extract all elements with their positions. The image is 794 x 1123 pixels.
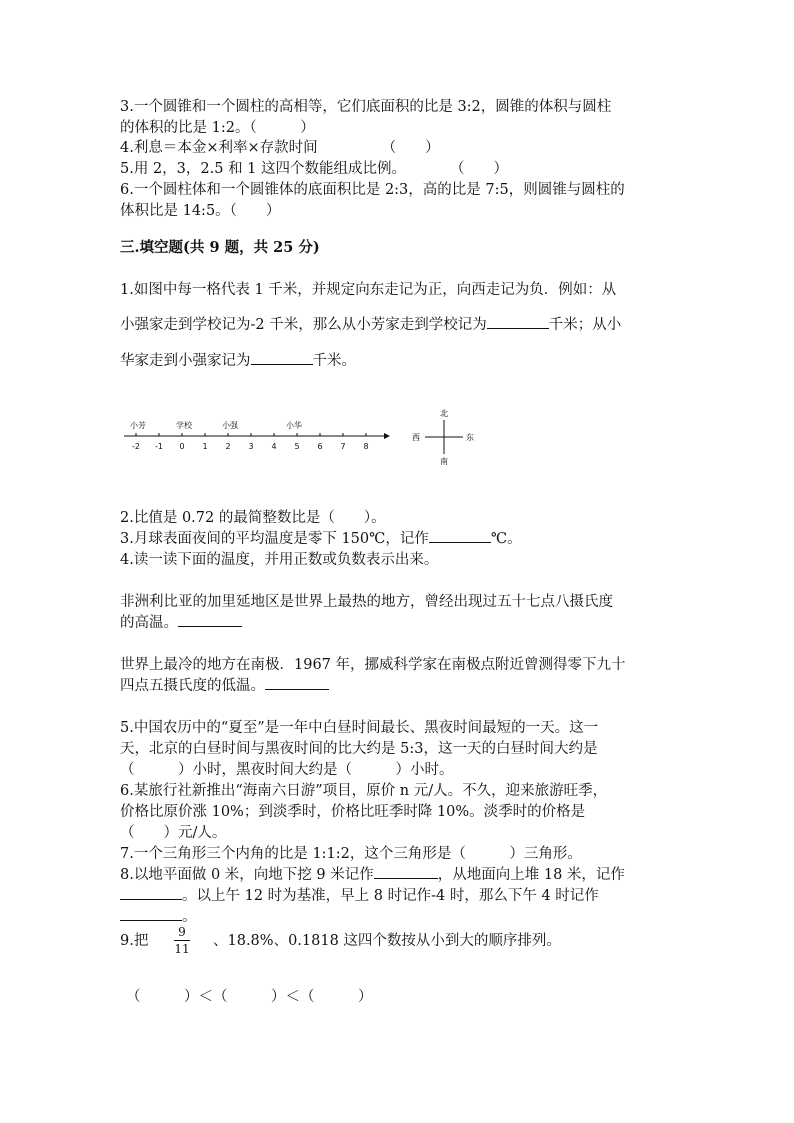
q3-5-line2: 天，北京的白昼时间与黑夜时间的比大约是 5:3，这一天的白昼时间大约是 xyxy=(120,741,598,757)
q3-9-answer[interactable]: （ ）＜（ ）＜（ ） xyxy=(126,989,373,1005)
tick-label: 7 xyxy=(340,442,346,451)
tick-label: 8 xyxy=(363,442,369,451)
q3-7: 7.一个三角形三个内角的比是 1:1:2，这个三角形是（ ）三角形。 xyxy=(120,846,582,862)
label-xiaofang: 小芳 xyxy=(130,421,146,430)
fraction-bar xyxy=(174,940,190,941)
q3-8-blank-3[interactable] xyxy=(120,920,182,921)
q2-6-line1: 6.一个圆柱体和一个圆锥体的底面积比是 2:3，高的比是 7:5，则圆锥与圆柱的 xyxy=(120,182,625,198)
q3-4: 4.读一读下面的温度，并用正数或负数表示出来。 xyxy=(120,552,439,568)
q3-5-line1: 5.中国农历中的“夏至”是一年中白昼时间最长、黑夜时间最短的一天。这一 xyxy=(120,720,599,736)
q3-1-blank-1[interactable] xyxy=(487,328,549,329)
q3-9-fraction xyxy=(174,925,190,956)
q3-4-p2-text: 四点五摄氏度的低温。 xyxy=(120,678,265,694)
number-line-figure xyxy=(118,402,498,472)
q3-6-line1: 6.某旅行社新推出“海南六日游”项目，原价 n 元/人。不久，迎来旅游旺季， xyxy=(120,783,608,799)
label-xiaohua: 小华 xyxy=(286,421,302,430)
label-xiaoqiang: 小强 xyxy=(222,421,238,430)
tick-label: 0 xyxy=(179,442,185,451)
q2-5-paren[interactable]: （ ） xyxy=(450,161,509,177)
tick-label: 1 xyxy=(202,442,208,451)
compass-west: 西 xyxy=(412,433,420,442)
q3-8-line2 xyxy=(120,886,599,906)
q3-3-text-a: 3.月球表面夜间的平均温度是零下 150℃，记作 xyxy=(120,531,429,547)
compass-south: 南 xyxy=(440,457,448,466)
q3-4-p1-text: 的高温。 xyxy=(120,615,178,631)
q3-8-blank-2[interactable] xyxy=(120,899,182,900)
q3-3-blank[interactable] xyxy=(429,542,491,543)
tick-label: 2 xyxy=(225,442,231,451)
q3-1-text-a: 小强家走到学校记为-2 千米，那么从小芳家走到学校记为 xyxy=(120,317,487,333)
q2-4 xyxy=(120,138,440,158)
q3-3 xyxy=(120,529,522,549)
q3-1-text-b: 千米；从小 xyxy=(548,317,622,333)
label-school: 学校 xyxy=(176,421,192,430)
tick-label: 3 xyxy=(248,442,254,451)
q3-5-line3: （ ）小时，黑夜时间大约是（ ）小时。 xyxy=(120,762,454,778)
q3-4-p1-line2 xyxy=(120,613,242,633)
q3-3-text-b: ℃。 xyxy=(490,531,522,547)
fraction-numerator: 9 xyxy=(178,925,186,939)
q3-1-text-d: 千米。 xyxy=(312,353,356,369)
q3-8-text-a: 8.以地平面做 0 米，向地下挖 9 米记作 xyxy=(120,867,374,883)
q3-2: 2.比值是 0.72 的最简整数比是（ ）。 xyxy=(120,510,386,526)
q3-9-prefix: 9.把 xyxy=(120,933,149,949)
tick-label: 4 xyxy=(271,442,277,451)
tick-label: 6 xyxy=(317,442,323,451)
q3-4-p2-line1: 世界上最冷的地方在南极．1967 年，挪威科学家在南极点附近曾测得零下九十 xyxy=(120,657,626,673)
q3-1-line3 xyxy=(120,351,356,371)
q3-8-text-b: ，从地面向上堆 18 米，记作 xyxy=(437,867,625,883)
q3-4-blank-2[interactable] xyxy=(265,689,329,690)
q2-4-paren[interactable]: （ ） xyxy=(381,140,440,156)
q3-4-blank-1[interactable] xyxy=(178,626,242,627)
arrow-icon xyxy=(384,433,390,439)
q3-8-line1 xyxy=(120,865,625,885)
fraction-denominator: 11 xyxy=(174,942,190,956)
q3-4-p1-line1: 非洲利比亚的加里延地区是世界上最热的地方，曾经出现过五十七点八摄氏度 xyxy=(120,594,613,610)
tick-label: -1 xyxy=(155,442,163,451)
q2-3-line2: 的体积的比是 1:2。（ ） xyxy=(120,120,315,136)
q3-9-text: 、18.8%、0.1818 这四个数按从小到大的顺序排列。 xyxy=(213,933,561,949)
tick-label: 5 xyxy=(294,442,300,451)
q2-6-line2: 体积比是 14:5。（ ） xyxy=(120,203,281,219)
q3-1-line1: 1.如图中每一格代表 1 千米，并规定向东走记为正，向西走记为负．例如：从 xyxy=(120,282,617,298)
q3-8-text-d: 。 xyxy=(182,909,197,925)
q2-3-line1: 3.一个圆锥和一个圆柱的高相等，它们底面积的比是 3:2，圆锥的体积与圆柱 xyxy=(120,99,612,115)
tick-label: -2 xyxy=(132,442,140,451)
section3-heading: 三.填空题(共 9 题，共 25 分) xyxy=(120,239,320,256)
q2-5-text: 5.用 2，3，2.5 和 1 这四个数能组成比例。 xyxy=(120,161,407,177)
q3-1-text-c: 华家走到小强家记为 xyxy=(120,353,251,369)
q3-1-blank-2[interactable] xyxy=(251,364,313,365)
compass-icon xyxy=(412,408,474,466)
q2-5 xyxy=(120,159,508,179)
q3-8-line3 xyxy=(120,907,197,927)
q3-8-text-c: 。以上午 12 时为基准，早上 8 时记作-4 时，那么下午 4 时记作 xyxy=(182,888,599,904)
q3-6-line2: 价格比原价涨 10%；到淡季时，价格比旺季时降 10%。淡季时的价格是 xyxy=(120,804,586,820)
q3-1-line2 xyxy=(120,315,621,335)
q3-4-p2-line2 xyxy=(120,676,329,696)
q2-4-text: 4.利息＝本金×利率×存款时间 xyxy=(120,140,318,156)
compass-north: 北 xyxy=(440,409,448,418)
compass-east: 东 xyxy=(466,433,474,442)
q3-6-line3: （ ）元/人。 xyxy=(120,825,227,841)
q3-8-blank-1[interactable] xyxy=(374,878,438,879)
